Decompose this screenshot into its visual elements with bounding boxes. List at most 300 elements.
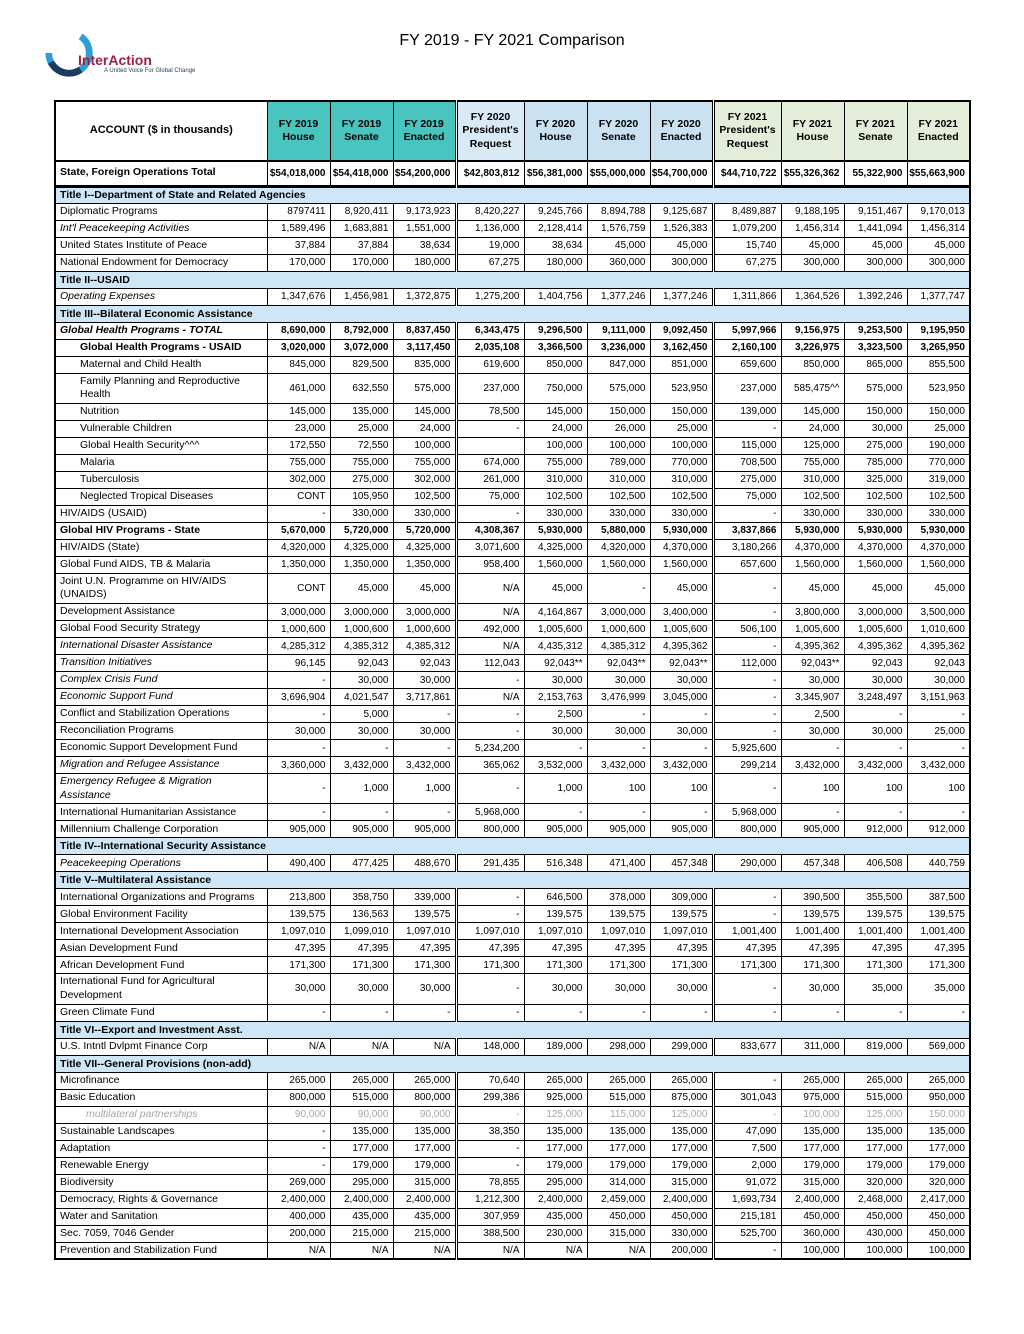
table-row — [55, 1174, 970, 1191]
column-header: FY 2020 President's Request — [456, 101, 524, 161]
value-cell: 575,000 — [844, 373, 907, 403]
value-cell: 2,400,000 — [267, 1191, 330, 1208]
value-cell: 100,000 — [587, 437, 650, 454]
value-cell: 315,000 — [587, 1225, 650, 1242]
section-title: Title IV--International Security Assistance — [55, 838, 970, 855]
table-row — [55, 1106, 970, 1123]
table-row — [55, 723, 970, 740]
value-cell: 125,000 — [781, 437, 844, 454]
value-cell: 45,000 — [650, 237, 713, 254]
table-row — [55, 1123, 970, 1140]
value-cell: - — [650, 706, 713, 723]
account-cell: Vulnerable Children — [55, 420, 267, 437]
value-cell: 125,000 — [524, 1106, 587, 1123]
value-cell: 461,000 — [267, 373, 330, 403]
value-cell: 388,500 — [456, 1225, 524, 1242]
value-cell: 674,000 — [456, 454, 524, 471]
value-cell: 145,000 — [781, 403, 844, 420]
value-cell: 1,005,600 — [844, 621, 907, 638]
table-row — [55, 1140, 970, 1157]
value-cell: 2,400,000 — [330, 1191, 393, 1208]
value-cell: 92,043** — [524, 655, 587, 672]
value-cell: 1,560,000 — [650, 556, 713, 573]
account-cell: International Organizations and Programs — [55, 889, 267, 906]
value-cell: 4,395,362 — [907, 638, 970, 655]
value-cell: 755,000 — [781, 454, 844, 471]
value-cell: 755,000 — [524, 454, 587, 471]
value-cell: 177,000 — [393, 1140, 456, 1157]
value-cell: 78,500 — [456, 403, 524, 420]
value-cell: 912,000 — [907, 821, 970, 838]
value-cell: 1,136,000 — [456, 220, 524, 237]
value-cell: 45,000 — [587, 237, 650, 254]
value-cell: - — [713, 974, 781, 1004]
value-cell: 5,930,000 — [781, 522, 844, 539]
value-cell: 575,000 — [587, 373, 650, 403]
account-cell: International Fund for Agricultural Development — [55, 974, 267, 1004]
section-title: Title V--Multilateral Assistance — [55, 872, 970, 889]
value-cell: 4,325,000 — [330, 539, 393, 556]
value-cell: 4,370,000 — [781, 539, 844, 556]
value-cell: 102,500 — [650, 488, 713, 505]
value-cell: N/A — [330, 1038, 393, 1055]
value-cell: 179,000 — [330, 1157, 393, 1174]
value-cell: 275,000 — [844, 437, 907, 454]
value-cell: 45,000 — [907, 573, 970, 603]
account-cell: Joint U.N. Programme on HIV/AIDS (UNAIDS) — [55, 573, 267, 603]
value-cell: 659,600 — [713, 356, 781, 373]
column-header: FY 2020 House — [524, 101, 587, 161]
value-cell: 300,000 — [781, 254, 844, 271]
value-cell: 237,000 — [456, 373, 524, 403]
value-cell: - — [267, 672, 330, 689]
value-cell: 1,000,600 — [393, 621, 456, 638]
value-cell: 315,000 — [650, 1174, 713, 1191]
value-cell: - — [267, 1123, 330, 1140]
value-cell: 569,000 — [907, 1038, 970, 1055]
value-cell: 2,400,000 — [393, 1191, 456, 1208]
value-cell: 3,151,963 — [907, 689, 970, 706]
table-row — [55, 1225, 970, 1242]
value-cell: 102,500 — [587, 488, 650, 505]
value-cell: - — [650, 1004, 713, 1021]
value-cell: 112,043 — [456, 655, 524, 672]
value-cell: 180,000 — [524, 254, 587, 271]
value-cell: 136,563 — [330, 906, 393, 923]
value-cell: 30,000 — [393, 974, 456, 1004]
value-cell: - — [713, 604, 781, 621]
value-cell: 291,435 — [456, 855, 524, 872]
value-cell: 1,000,600 — [587, 621, 650, 638]
value-cell: 139,575 — [587, 906, 650, 923]
value-cell: 3,500,000 — [907, 604, 970, 621]
value-cell: 450,000 — [650, 1208, 713, 1225]
value-cell: 829,500 — [330, 356, 393, 373]
value-cell: 37,884 — [267, 237, 330, 254]
account-cell: Economic Support Development Fund — [55, 740, 267, 757]
value-cell: 1,350,000 — [267, 556, 330, 573]
value-cell: 9,092,450 — [650, 322, 713, 339]
account-cell: HIV/AIDS (State) — [55, 539, 267, 556]
value-cell: - — [713, 573, 781, 603]
value-cell: 1,311,866 — [713, 288, 781, 305]
value-cell: - — [456, 505, 524, 522]
value-cell: 5,234,200 — [456, 740, 524, 757]
value-cell: 2,400,000 — [781, 1191, 844, 1208]
value-cell: 525,700 — [713, 1225, 781, 1242]
value-cell: - — [587, 1004, 650, 1021]
value-cell: 139,575 — [907, 906, 970, 923]
value-cell: 5,930,000 — [650, 522, 713, 539]
value-cell: - — [713, 1072, 781, 1089]
value-cell: 8,920,411 — [330, 203, 393, 220]
value-cell: 150,000 — [907, 403, 970, 420]
value-cell: 179,000 — [650, 1157, 713, 1174]
value-cell: 171,300 — [650, 957, 713, 974]
value-cell: 275,000 — [713, 471, 781, 488]
value-cell: 47,395 — [781, 940, 844, 957]
value-cell: 105,950 — [330, 488, 393, 505]
value-cell: 4,370,000 — [907, 539, 970, 556]
value-cell: 330,000 — [781, 505, 844, 522]
value-cell: 9,151,467 — [844, 203, 907, 220]
value-cell: 5,930,000 — [907, 522, 970, 539]
account-cell: Migration and Refugee Assistance — [55, 757, 267, 774]
value-cell: 30,000 — [524, 672, 587, 689]
value-cell: 5,925,600 — [713, 740, 781, 757]
table-row — [55, 573, 970, 603]
value-cell: 3,345,907 — [781, 689, 844, 706]
value-cell: 471,400 — [587, 855, 650, 872]
value-cell: 1,350,000 — [393, 556, 456, 573]
value-cell: 47,395 — [456, 940, 524, 957]
value-cell: 330,000 — [907, 505, 970, 522]
value-cell: 139,575 — [650, 906, 713, 923]
account-cell: Microfinance — [55, 1072, 267, 1089]
value-cell: 100 — [907, 774, 970, 804]
value-cell: 1,000,600 — [267, 621, 330, 638]
value-cell: 70,640 — [456, 1072, 524, 1089]
value-cell: 750,000 — [524, 373, 587, 403]
value-cell: - — [844, 1004, 907, 1021]
value-cell: 3,432,000 — [781, 757, 844, 774]
value-cell: 47,395 — [330, 940, 393, 957]
value-cell: 100 — [781, 774, 844, 804]
value-cell: 1,001,400 — [907, 923, 970, 940]
value-cell: 100 — [844, 774, 907, 804]
value-cell: - — [456, 672, 524, 689]
table-row — [55, 804, 970, 821]
value-cell: 139,575 — [844, 906, 907, 923]
value-cell: - — [330, 740, 393, 757]
value-cell: 3,696,904 — [267, 689, 330, 706]
value-cell: 100,000 — [393, 437, 456, 454]
value-cell: 102,500 — [781, 488, 844, 505]
value-cell: 4,325,000 — [393, 539, 456, 556]
table-row — [55, 437, 970, 454]
value-cell: 311,000 — [781, 1038, 844, 1055]
value-cell: 25,000 — [907, 420, 970, 437]
value-cell: 148,000 — [456, 1038, 524, 1055]
value-cell: - — [713, 889, 781, 906]
value-cell: 847,000 — [587, 356, 650, 373]
value-cell: 1,693,734 — [713, 1191, 781, 1208]
table-row — [55, 1157, 970, 1174]
value-cell: 135,000 — [781, 1123, 844, 1140]
logo-wordmark: InterAction — [78, 52, 152, 68]
account-cell: Sustainable Landscapes — [55, 1123, 267, 1140]
value-cell: 435,000 — [524, 1208, 587, 1225]
value-cell: 139,575 — [524, 906, 587, 923]
value-cell: 905,000 — [587, 821, 650, 838]
value-cell: 135,000 — [650, 1123, 713, 1140]
value-cell: 47,395 — [713, 940, 781, 957]
value-cell: 646,500 — [524, 889, 587, 906]
value-cell: 770,000 — [650, 454, 713, 471]
value-cell: 100,000 — [781, 1106, 844, 1123]
value-cell: 30,000 — [781, 672, 844, 689]
value-cell: 1,099,010 — [330, 923, 393, 940]
value-cell: N/A — [456, 604, 524, 621]
value-cell: 100,000 — [907, 1242, 970, 1259]
value-cell: 2,417,000 — [907, 1191, 970, 1208]
value-cell: 4,325,000 — [524, 539, 587, 556]
value-cell: 100 — [587, 774, 650, 804]
value-cell: 135,000 — [587, 1123, 650, 1140]
account-cell: Malaria — [55, 454, 267, 471]
value-cell: 295,000 — [524, 1174, 587, 1191]
column-header: FY 2021 Enacted — [907, 101, 970, 161]
value-cell: 24,000 — [524, 420, 587, 437]
value-cell: 90,000 — [267, 1106, 330, 1123]
value-cell: 657,600 — [713, 556, 781, 573]
value-cell: 3,432,000 — [907, 757, 970, 774]
value-cell: 1,097,010 — [393, 923, 456, 940]
value-cell: 3,717,861 — [393, 689, 456, 706]
value-cell: - — [456, 974, 524, 1004]
value-cell: 378,000 — [587, 889, 650, 906]
value-cell: 1,350,000 — [330, 556, 393, 573]
value-cell: N/A — [330, 1242, 393, 1259]
value-cell: 290,000 — [713, 855, 781, 872]
value-cell: 45,000 — [393, 573, 456, 603]
value-cell: - — [267, 740, 330, 757]
value-cell: 1,000,600 — [330, 621, 393, 638]
table-row — [55, 957, 970, 974]
value-cell: 5,930,000 — [844, 522, 907, 539]
value-cell: 5,720,000 — [330, 522, 393, 539]
value-cell: 1,372,875 — [393, 288, 456, 305]
table-row — [55, 940, 970, 957]
value-cell: 330,000 — [650, 505, 713, 522]
value-cell: 45,000 — [781, 237, 844, 254]
value-cell: 835,000 — [393, 356, 456, 373]
value-cell: N/A — [393, 1242, 456, 1259]
value-cell: 265,000 — [330, 1072, 393, 1089]
table-row — [55, 1191, 970, 1208]
value-cell: 38,350 — [456, 1123, 524, 1140]
account-cell: Global Health Programs - TOTAL — [55, 322, 267, 339]
value-cell: 950,000 — [907, 1089, 970, 1106]
value-cell: - — [330, 804, 393, 821]
value-cell: 171,300 — [330, 957, 393, 974]
account-cell: Nutrition — [55, 403, 267, 420]
value-cell: 4,395,362 — [844, 638, 907, 655]
table-row — [55, 706, 970, 723]
value-cell: - — [393, 740, 456, 757]
value-cell: 30,000 — [330, 974, 393, 1004]
table-row — [55, 339, 970, 356]
value-cell: 975,000 — [781, 1089, 844, 1106]
table-row — [55, 757, 970, 774]
table-row — [55, 1208, 970, 1225]
value-cell: 265,000 — [587, 1072, 650, 1089]
value-cell: - — [456, 774, 524, 804]
table-row — [55, 488, 970, 505]
value-cell: 150,000 — [587, 403, 650, 420]
table-row — [55, 672, 970, 689]
value-cell: 492,000 — [456, 621, 524, 638]
value-cell: 9,253,500 — [844, 322, 907, 339]
value-cell: 102,500 — [844, 488, 907, 505]
value-cell: - — [713, 1004, 781, 1021]
account-cell: Transition Initiatives — [55, 655, 267, 672]
section-title: Title II--USAID — [55, 271, 970, 288]
value-cell: 365,062 — [456, 757, 524, 774]
value-cell: 1,560,000 — [524, 556, 587, 573]
value-cell: 1,005,600 — [781, 621, 844, 638]
value-cell: 310,000 — [587, 471, 650, 488]
value-cell: 299,214 — [713, 757, 781, 774]
value-cell: 1,275,200 — [456, 288, 524, 305]
value-cell: 179,000 — [844, 1157, 907, 1174]
value-cell: 139,575 — [393, 906, 456, 923]
value-cell: 4,021,547 — [330, 689, 393, 706]
value-cell: 400,000 — [267, 1208, 330, 1225]
account-cell: Int'l Peacekeeping Activities — [55, 220, 267, 237]
value-cell: 5,930,000 — [524, 522, 587, 539]
value-cell: 3,072,000 — [330, 339, 393, 356]
account-cell: Reconciliation Programs — [55, 723, 267, 740]
total-row — [55, 161, 970, 186]
column-header: FY 2019 Senate — [330, 101, 393, 161]
value-cell: 3,400,000 — [650, 604, 713, 621]
value-cell: 9,125,687 — [650, 203, 713, 220]
value-cell: 490,400 — [267, 855, 330, 872]
comparison-table — [54, 100, 971, 1260]
value-cell: N/A — [456, 689, 524, 706]
value-cell: 30,000 — [587, 672, 650, 689]
value-cell: - — [393, 1004, 456, 1021]
value-cell: 1,097,010 — [587, 923, 650, 940]
value-cell: 8,690,000 — [267, 322, 330, 339]
value-cell: 2,400,000 — [524, 1191, 587, 1208]
value-cell: 9,195,950 — [907, 322, 970, 339]
value-cell: 171,300 — [713, 957, 781, 974]
value-cell: 300,000 — [650, 254, 713, 271]
value-cell: - — [781, 804, 844, 821]
account-cell: Green Climate Fund — [55, 1004, 267, 1021]
value-cell: 3,045,000 — [650, 689, 713, 706]
account-cell: Family Planning and Reproductive Health — [55, 373, 267, 403]
value-cell: - — [907, 706, 970, 723]
account-cell: United States Institute of Peace — [55, 237, 267, 254]
value-cell: - — [587, 706, 650, 723]
table-row — [55, 923, 970, 940]
value-cell: 5,880,000 — [587, 522, 650, 539]
value-cell: 2,400,000 — [650, 1191, 713, 1208]
value-cell: 1,347,676 — [267, 288, 330, 305]
value-cell: 265,000 — [393, 1072, 456, 1089]
value-cell: 850,000 — [524, 356, 587, 373]
value-cell: 299,386 — [456, 1089, 524, 1106]
account-cell: Tuberculosis — [55, 471, 267, 488]
value-cell: 477,425 — [330, 855, 393, 872]
value-cell: 215,000 — [393, 1225, 456, 1242]
value-cell: 3,532,000 — [524, 757, 587, 774]
value-cell: 30,000 — [330, 672, 393, 689]
value-cell: 3,432,000 — [650, 757, 713, 774]
value-cell: 8,792,000 — [330, 322, 393, 339]
value-cell: 150,000 — [907, 1106, 970, 1123]
value-cell: $44,710,722 — [713, 161, 781, 186]
value-cell: 1,001,400 — [713, 923, 781, 940]
value-cell: 100,000 — [524, 437, 587, 454]
value-cell: - — [907, 804, 970, 821]
value-cell: 5,968,000 — [456, 804, 524, 821]
account-cell: multilateral partnerships — [55, 1106, 267, 1123]
value-cell: 3,226,975 — [781, 339, 844, 356]
value-cell: 4,285,312 — [267, 638, 330, 655]
value-cell: 845,000 — [267, 356, 330, 373]
account-cell: Global Environment Facility — [55, 906, 267, 923]
value-cell: - — [713, 420, 781, 437]
value-cell: 390,500 — [781, 889, 844, 906]
value-cell: - — [456, 889, 524, 906]
value-cell: - — [713, 1106, 781, 1123]
value-cell: - — [781, 1004, 844, 1021]
account-cell: HIV/AIDS (USAID) — [55, 505, 267, 522]
value-cell: - — [781, 740, 844, 757]
value-cell: - — [267, 774, 330, 804]
value-cell: - — [587, 740, 650, 757]
value-cell: 135,000 — [330, 1123, 393, 1140]
table-row — [55, 855, 970, 872]
value-cell: 23,000 — [267, 420, 330, 437]
account-cell: Global Health Security^^^ — [55, 437, 267, 454]
value-cell: 435,000 — [393, 1208, 456, 1225]
value-cell: 92,043 — [330, 655, 393, 672]
value-cell: 92,043 — [393, 655, 456, 672]
value-cell: 265,000 — [650, 1072, 713, 1089]
value-cell: - — [524, 1004, 587, 1021]
value-cell: 855,500 — [907, 356, 970, 373]
value-cell: 1,456,314 — [907, 220, 970, 237]
table-row — [55, 403, 970, 420]
value-cell: 1,560,000 — [781, 556, 844, 573]
value-cell: 3,800,000 — [781, 604, 844, 621]
value-cell: 1,560,000 — [844, 556, 907, 573]
value-cell: 139,575 — [781, 906, 844, 923]
value-cell: 135,000 — [393, 1123, 456, 1140]
account-cell: Complex Crisis Fund — [55, 672, 267, 689]
value-cell: 45,000 — [844, 573, 907, 603]
table-row — [55, 522, 970, 539]
value-cell: 3,360,000 — [267, 757, 330, 774]
value-cell: 4,370,000 — [650, 539, 713, 556]
account-cell: Neglected Tropical Diseases — [55, 488, 267, 505]
value-cell: 3,432,000 — [844, 757, 907, 774]
